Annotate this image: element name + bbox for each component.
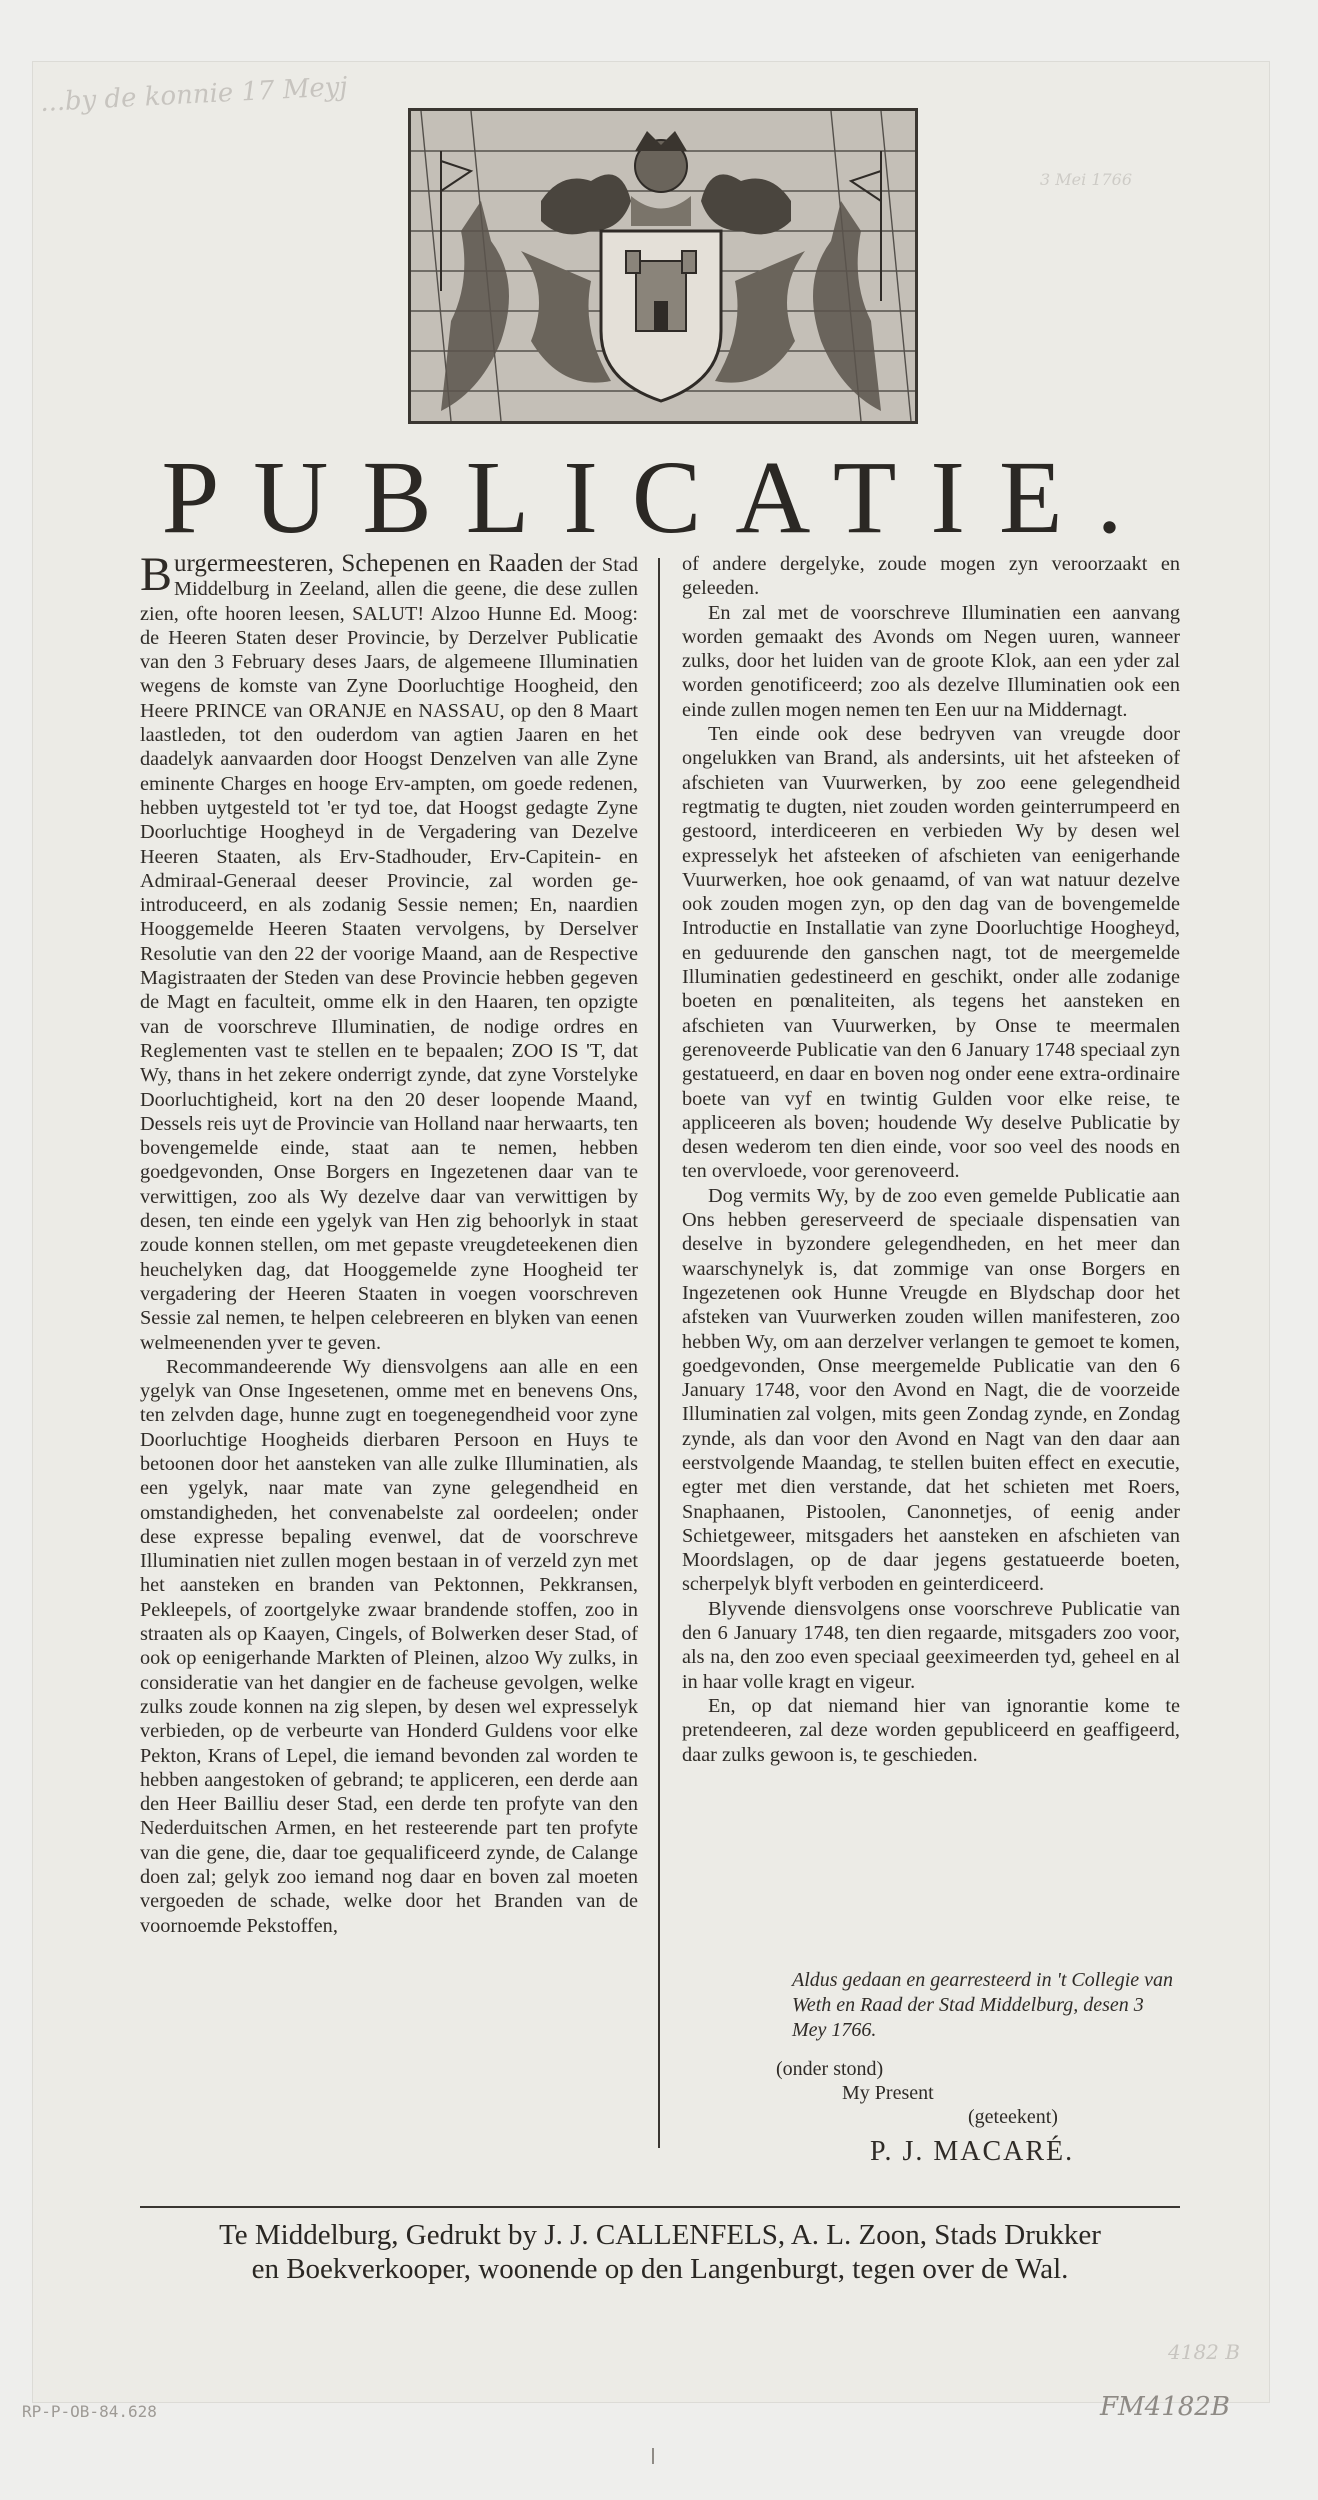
handwritten-note: ...by de konnie 17 Meyj [39,71,349,119]
imprint-line-1: Te Middelburg, Gedrukt by J. J. CALLENFELS, A. L. Zoon, Stads Drukker [219,2219,1101,2251]
paragraph-text: Ten einde ook dese bedryven van vreugde door ongelukken van Brand, als andersints, uit het afsteeken of afschieten van Vuurwerken, by zoo eene gelegendheid regtmatig te dugten, niet zouden worden geinterrumpeerd en gestoord, interdiceeren en verbieden Wy by desen wel expresselyk het afsteeken of afschieten van eenigerhande Vuurwerken, hoe ook genaamd, of van wat natuur dezelve ook zouden mogen zyn, op den dag van de bovengemelde Introductie en Installatie van zyne Doorluchtige Hoogheyd, en geduurende den ganschen nagt, tot de meergemelde Illuminatien gedestineerd en geschikt, onder alle zodanige boeten en pœnaliteiten, als tegens het aansteken en afschieten van Vuurwerken, by Onse te meermalen gerenoveerde Publicatie van den 6 January 1748 speciaal zyn gestatueerd, en daar en boven nog onder eene extra-ordinaire boete van vyf en twintig Gulden voor elke reise, te appliceeren als boven; houdende Wy deselve Publicatie by desen wederom ten dien einde, voor soo veel des noods en ten overvloede, voor gerenoveerd. [682,723,1180,1183]
opening-words: urgermeesteren, Schepenen en Raaden [174,550,564,577]
paragraph-text: of andere dergelyke, zoude mogen zyn veroorzaakt en geleeden. [682,553,1180,600]
column-divider [658,558,660,2148]
imprint-rule [140,2206,1180,2208]
paragraph-text: Dog vermits Wy, by de zoo even gemelde Publicatie aan Ons hebben gereserveerd de speciaale dispensatien van deselve in byzondere gelegendheden, en het meer dan waarschynelyk is, dat zommige van onse Borgers en Ingezetenen ook Hunne Vreugde en Blydschap door het afsteken van Vuurwerken zouden willen manifesteren, zoo hebben Wy, om aan derzelver verlangen te gemoet te komen, goedgevonden, Onse meergemelde Publicatie van den 6 January 1748, voor den Avond en Nagt, die de voorzeide Illuminatien zal volgen, mits geen Zondag zynde, en Zondag zynde, als dan voor den Avond en Nagt van den daar aan eerstvolgende Maandag, te stellen buiten effect en executie, egter met dien verstande, dat het schieten met Roers, Snaphaanen, Pistoolen, Canonnetjes, of eenig ander Schietgeweer, mitsgaders het aansteken en afschieten van Moordslagen, op de daar jegens gestatueerde boeten, scherpelyk blyft verboden en geinterdiceerd. [682,1184,1180,1596]
catalog-number: FM4182B [1100,2392,1230,2422]
page-title: PUBLICATIE. [161,440,1157,555]
scale-tick [652,2448,654,2464]
geteekent: (geteekent) [968,2106,1058,2128]
printer-imprint [120,2218,1200,2286]
my-present: My Present [842,2082,934,2104]
paragraph-text: En, op dat niemand hier van ignorantie kome te pretendeeren, zal deze worden gepubliceerd en geaffigeerd, daar zulks gewoon is, te geschieden. [682,1694,1180,1766]
left-column [140,548,638,1938]
handwritten-date: 3 Mei 1766 [1040,170,1133,189]
paragraph-text: En zal met de voorschreve Illuminatien een aanvang worden gemaakt des Avonds om Negen uuren, wanneer zulks, door het luiden van de groote Klok, aan een yder zal worden genotificeerd; zoo als dezelve Illuminatien ook een einde zullen mogen nemen ten Een uur na Middernagt. [682,601,1180,721]
given-at-clause: Aldus gedaan en gearresteerd in 't Collegie van Weth en Raad der Stad Middelburg, desen 3 Mey 1766. [792,1969,1174,2041]
signature: P. J. MACARÉ. [870,2136,1075,2167]
paragraph-text: Recommandeerende Wy diensvolgens aan alle en een ygelyk van Onse Ingesetenen, omme met en benevens Ons, ten zelvden dage, hunne zugt en toegenegendheid voor zyne Doorluchtige Hoogheids dierbaren Persoon en Huys te betoonen door het aansteken van alle zulke Illuminatien, als een ygelyk, naar mate van zyne gelegendheid en omstandigheden, het convenabelste zal oordeelen; onder dese expresse bepaling evenwel, dat de voorschreve Illuminatien niet zullen mogen bestaan in of verzeld zyn met het aansteken en branden van Pektonnen, Pekkransen, Pekleepels, of zoortgelyke zwaar brandende stoffen, zoo in straaten als op Kaayen, Cingels, of Bolwerken deser Stad, of ook op eenigerhande Markten of Pleinen, alzoo Wy zulks, in consideratie van het dangier en de facheuse gevolgen, welke zulks zoude konnen na zig slepen, by desen wel expresselyk verbieden, op de verbeurte van Honderd Guldens voor elke Pekton, Krans of Lepel, die iemand bevonden zal worden te hebben aangestoken of gebrand; te appliceren, een derde aan den Heer Bailliu deser Stad, een derde ten profyte van den Nederduitschen Armen, en het resteerende part ten profyte van die gene, die, daar toe gequalificeerd zynde, de Calange doen zal; gelyk zoo iemand nog daar en boven zal moeten vergoeden de schade, welke door het Branden van de voornoemde Pekstoffen, [140,1355,638,1937]
paragraph-text: der Stad Middelburg in Zeeland, allen die geene, die dese zullen zien, ofte hooren leesen, SALUT! Alzoo Hunne Ed. Moog: de Heeren Staten deser Provincie, by Derzelver Publicatie van den 3 February deses Jaars, de algemeene Illuminatien wegens de komste van Zyne Doorluchtige Hoogheid, den Heere PRINCE van ORANJE en NASSAU, op den 8 Maart laastleden, tot den ouderdom van agtien Jaaren en het daadelyk aanvaarden door Hoogst Denzelven van alle Zyne eminente Charges en hooge Erv-ampten, om goede redenen, hebben uytgesteld tot 'er tyd toe, dat Hoogst gedagte Zyne Doorluchtige Hoogheyd in de Vergadering van Dezelve Heeren Staaten, als Erv-Stadhouder, Erv-Capitein- en Admiraal-Generaal deeser Provincie, zal worden ge-introduceerd, en als zodanig Sessie nemen; En, naardien Hooggemelde Heeren Staaten vervolgens, by Derselver Resolutie van den 22 der voorige Maand, aan de Respective Magistraaten der Steden van dese Provincie hebben gegeven de Magt en faculteit, omme elk in den Haaren, ten opzigte van de voorschreve Illuminatien, de nodige ordres en Reglementen vast te stellen en te bepaalen; ZOO IS 'T, dat Wy, thans in het zekere onderrigt zynde, dat zyne Vorstelyke Doorluchtigheid, kort na den 20 deser loopende Maand, Dessels reis uyt de Provincie van Holland naar herwaarts, ten bovengemelde einde, staat aan te nemen, hebben goedgevonden, Onse Borgers en Ingezetenen daar van te verwittigen, zoo als Wy dezelve daar van verwittigen by desen, ten einde een ygelyk van Hen zig behoorlyk in staat zoude konnen stellen, om met gepaste vreugdeteekenen dien heuchelyken dag, dat Hooggemelde zyne Hoogheid ter vergadering der Heeren Staaten in voegen voorschreven Sessie zal nemen, te helpen celebreeren en blyken van eenen welmeenenden yver te geven. [140,554,638,1354]
paragraph-text: Blyvende diensvolgens onse voorschreve Publicatie van den 6 January 1748, ten dien regaarde, mitsgaders zoo voor, als na, den zoo even speciaal geeximeerden tyd, geheel en al in haar volle kragt en vigeur. [682,1597,1180,1693]
right-column [682,552,1180,1767]
opening-paragraph [140,548,638,1355]
imprint-line-2: en Boekverkooper, woonende op den Langenburgt, tegen over de Wal. [251,2253,1069,2285]
drop-cap: B [140,548,173,601]
coat-of-arms-woodcut [408,108,918,424]
coat-of-arms-icon [411,111,915,421]
faint-number: 4182 B [1168,2340,1240,2364]
onder-stond: (onder stond) [776,2058,884,2080]
accession-number: RP-P-OB-84.628 [22,2402,157,2421]
